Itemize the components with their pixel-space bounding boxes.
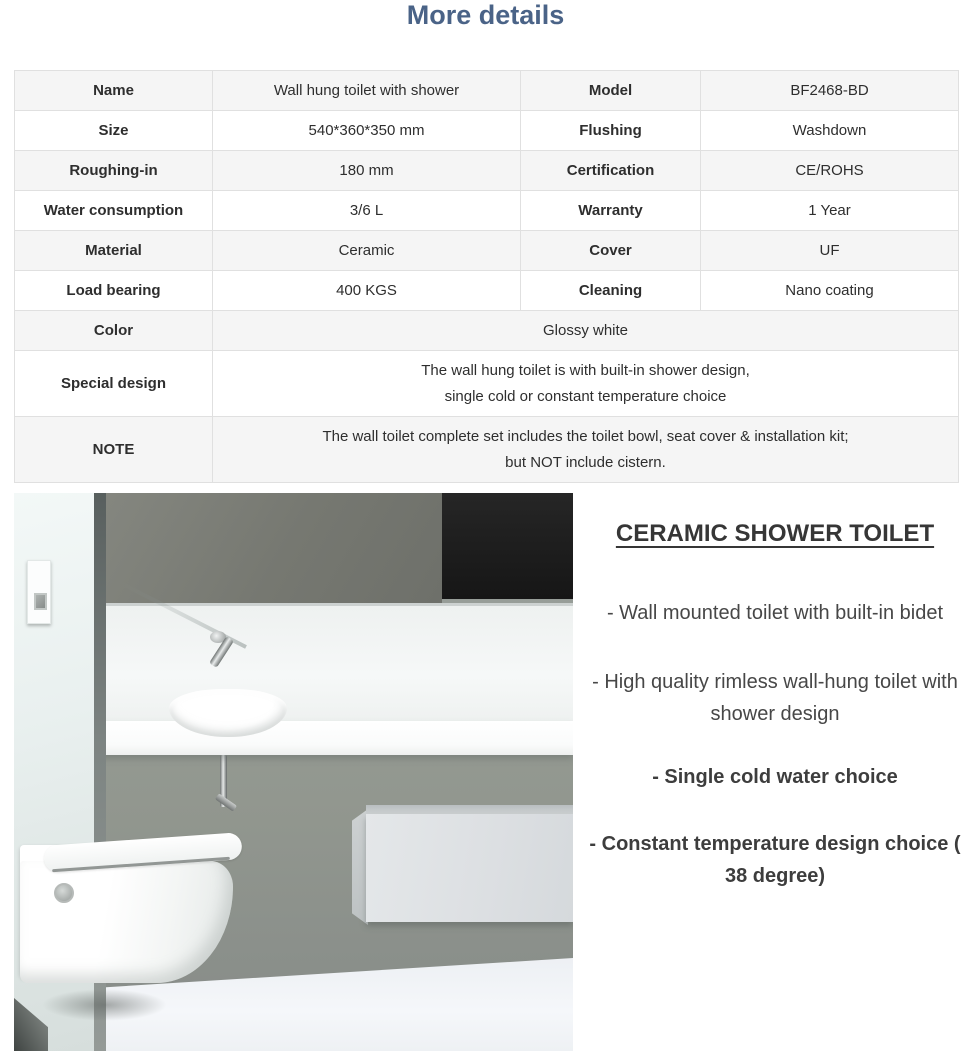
feature-bullet: - Wall mounted toilet with built-in bidet [606,602,944,624]
spec-label: Name [15,71,213,111]
spec-table [14,70,959,483]
product-photo [14,493,573,1051]
spec-value [213,417,959,483]
spec-label: Size [15,111,213,151]
spec-row-size-flushing [15,111,959,151]
feature-bullet: - High quality rimless wall-hung toilet with shower design [592,671,958,725]
photo-floating-drawer [366,814,573,922]
spec-label: Color [15,311,213,351]
spec-label: Model [521,71,701,111]
spec-value: UF [701,231,959,271]
spec-value: Washdown [701,111,959,151]
spec-row-name-model [15,71,959,111]
spec-row-load-cleaning [15,271,959,311]
photo-toilet-bowl [20,861,233,983]
spec-value: CE/ROHS [701,151,959,191]
spec-row-water-warranty [15,191,959,231]
spec-label: Material [15,231,213,271]
spec-label: Flushing [521,111,701,151]
note-line1: The wall toilet complete set includes the toilet bowl, seat cover & installation kit; [322,427,849,445]
spec-label: Warranty [521,191,701,231]
spec-label: Roughing-in [15,151,213,191]
product-info-column [588,510,962,892]
photo-bidet-nozzle [54,883,74,903]
photo-dark-panel [442,493,573,599]
spec-row-color [15,311,959,351]
spec-row-roughingin-certification [15,151,959,191]
spec-label: Load bearing [15,271,213,311]
spec-label: Water consumption [15,191,213,231]
photo-flush-plate [27,560,51,624]
spec-label: Special design [15,351,213,417]
spec-value: Nano coating [701,271,959,311]
special-design-line1: The wall hung toilet is with built-in shower design, [421,361,750,379]
photo-backsplash [94,603,573,723]
spec-value: 180 mm [213,151,521,191]
feature-bullet: - Constant temperature design choice ( 38 degree) [589,833,961,887]
spec-label: Certification [521,151,701,191]
page-title: More details [406,0,565,30]
spec-label: Cover [521,231,701,271]
spec-value: 1 Year [701,191,959,231]
spec-value [213,351,959,417]
spec-value: 3/6 L [213,191,521,231]
spec-row-material-cover [15,231,959,271]
note-line2: but NOT include cistern. [505,453,666,471]
feature-bullet: - Single cold water choice [652,766,898,788]
spec-row-special-design [15,351,959,417]
spec-value: 540*360*350 mm [213,111,521,151]
spec-value: Glossy white [213,311,959,351]
photo-countertop [76,721,573,755]
product-heading: CERAMIC SHOWER TOILET [615,520,935,547]
spec-label: NOTE [15,417,213,483]
spec-label: Cleaning [521,271,701,311]
spec-value: BF2468-BD [701,71,959,111]
spec-row-note [15,417,959,483]
photo-mirror [94,493,442,603]
spec-value: 400 KGS [213,271,521,311]
spec-value: Ceramic [213,231,521,271]
spec-value: Wall hung toilet with shower [213,71,521,111]
photo-flush-button [34,593,47,610]
special-design-line2: single cold or constant temperature choice [444,387,727,405]
